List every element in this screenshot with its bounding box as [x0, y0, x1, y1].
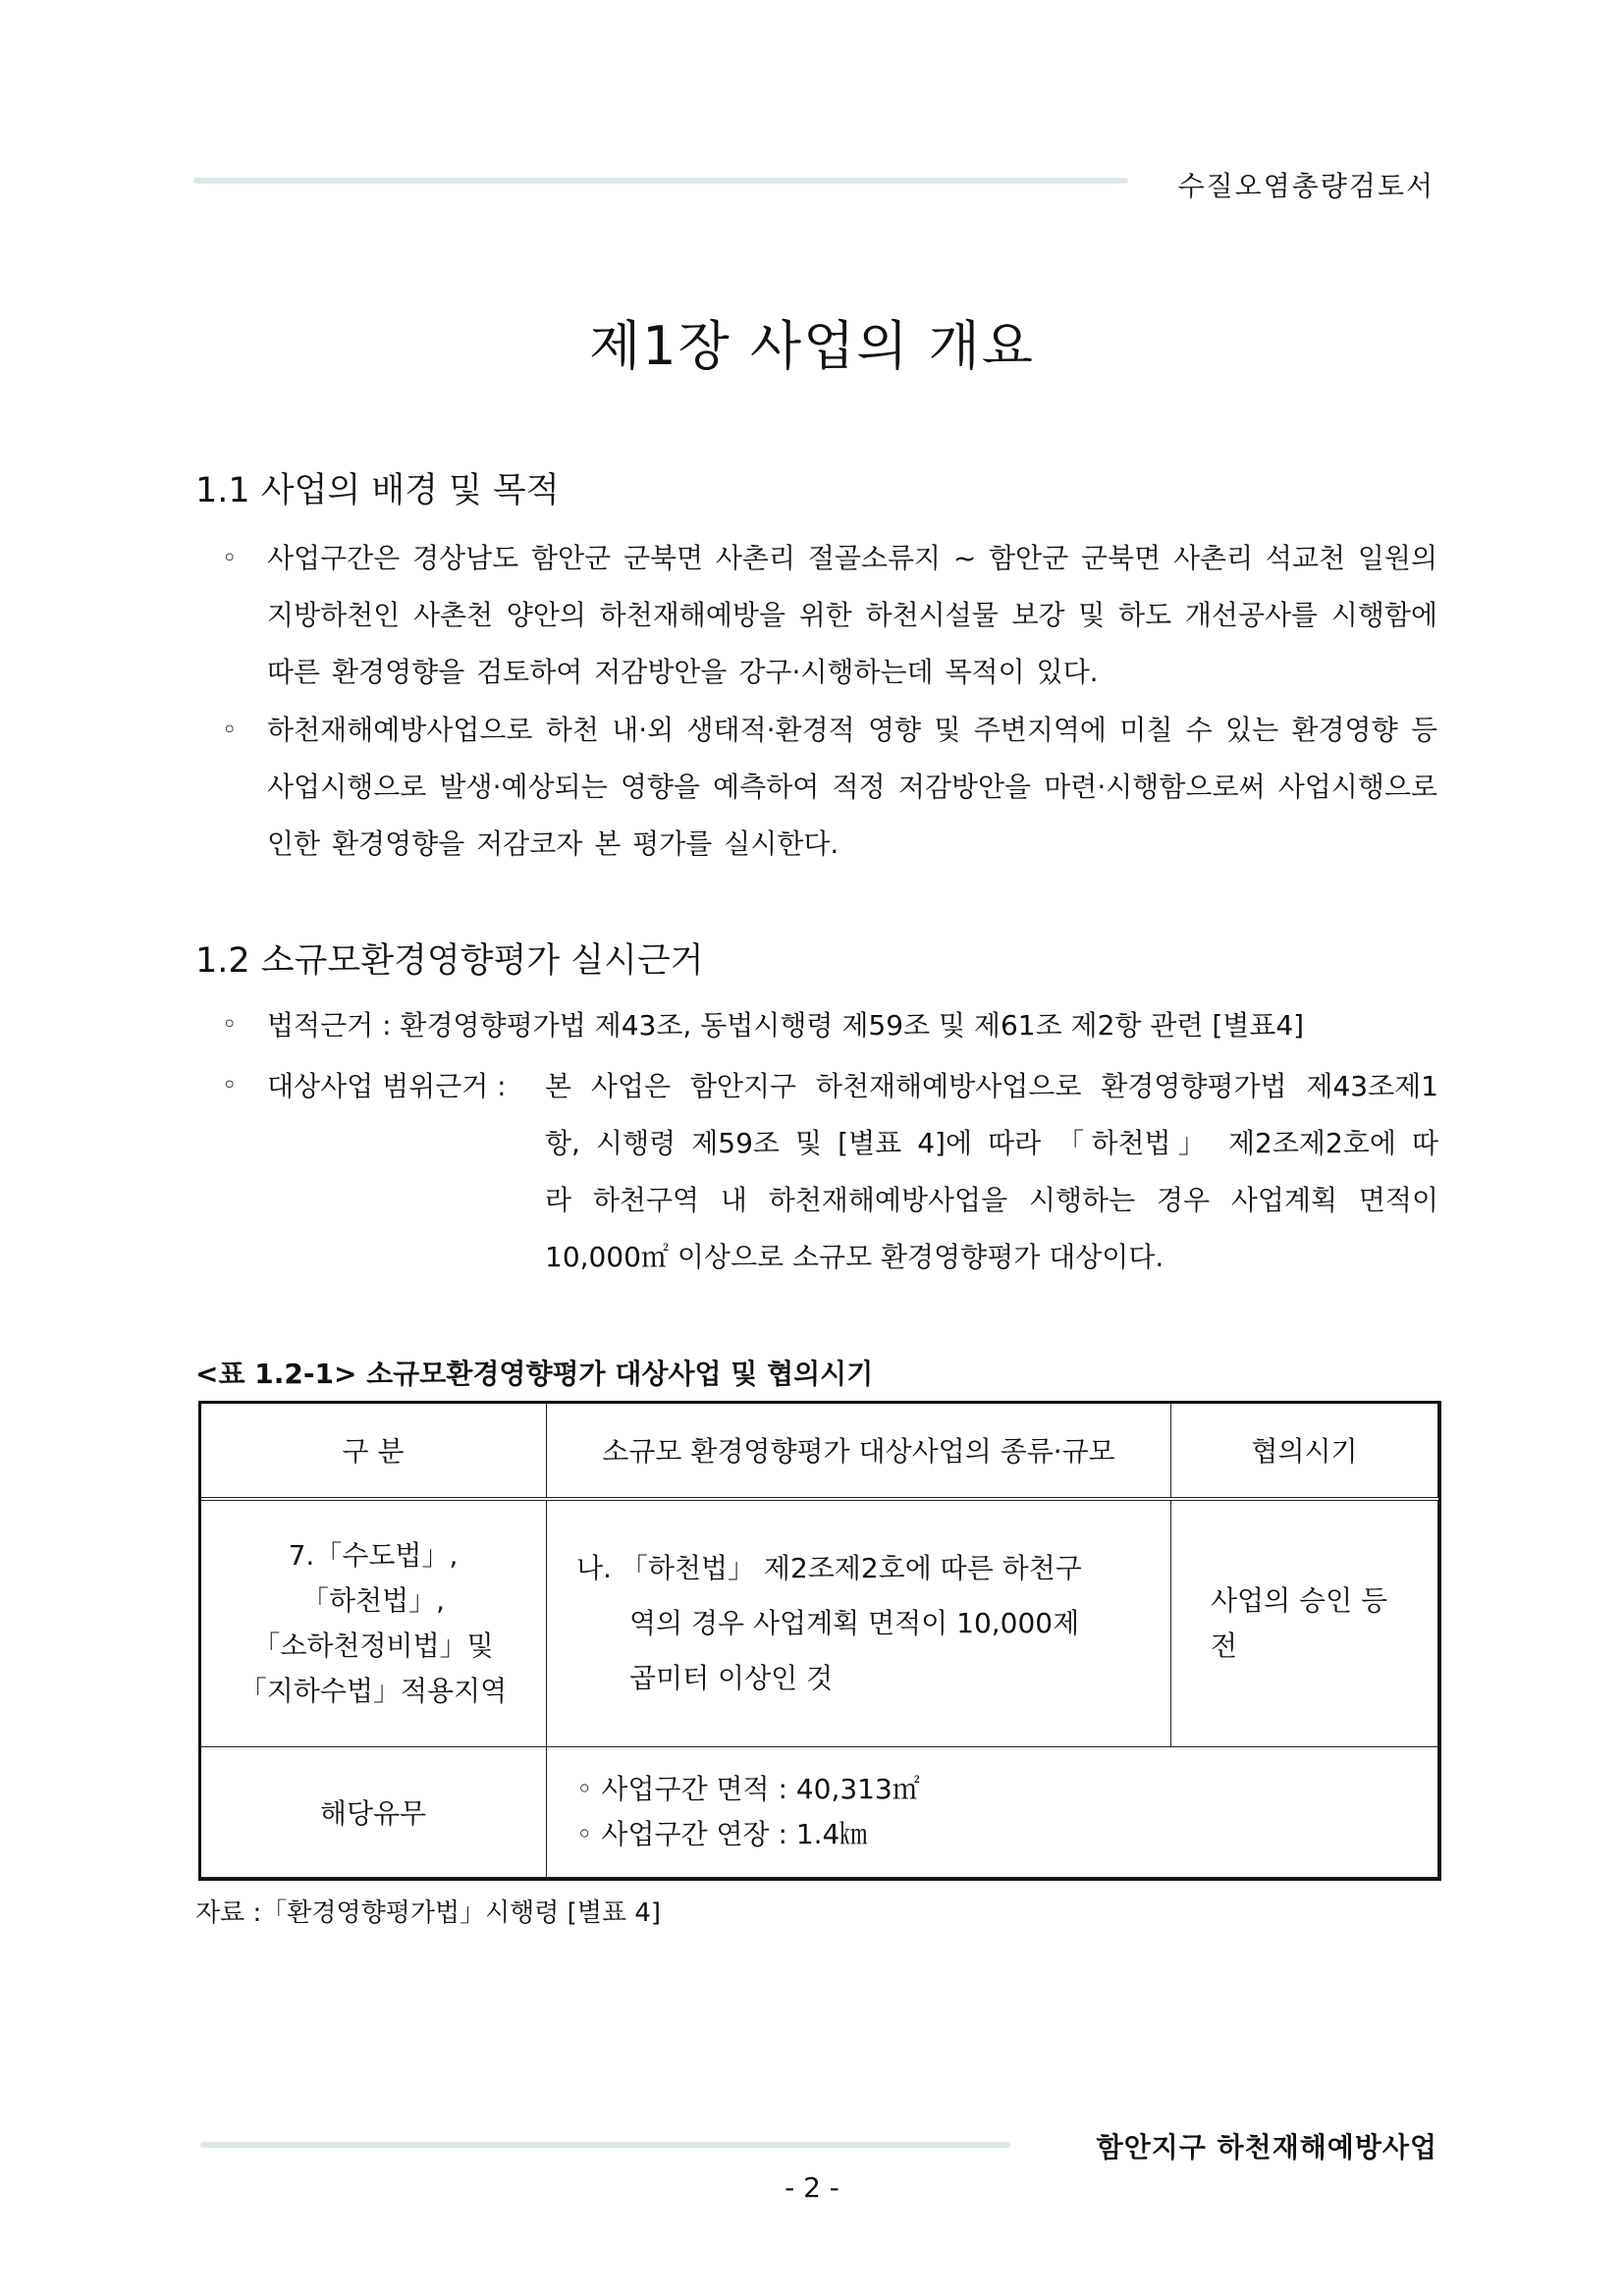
bullet-marker: ◦: [222, 1010, 238, 1040]
cell-line: ◦ 사업구간 면적 : 40,313㎡: [576, 1773, 920, 1805]
cell-line: 나. 「하천법」 제2조제2호에 따른 하천구: [576, 1552, 1082, 1584]
table-cell-project-extent: [547, 1747, 1438, 1878]
cell-line: 7.「수도법」,: [288, 1539, 459, 1572]
section-1-1-paragraph-1: 사업구간은 경상남도 함안군 군북면 사촌리 절골소류지 ~ 함안군 군북면 사촌리 석교천 일원의 지방하천인 사촌천 양안의 하천재해예방을 위한 하천시설물 보강 및 하도 개선공사를 시행함에 따른 환경영향을 검토하여 저감방안을 강구·시행하는데 목적이 있다.: [267, 542, 1437, 688]
scope-basis-line: 라 하천구역 내 하천재해예방사업을 시행하는 경우 사업계획 면적이: [545, 1184, 1438, 1216]
legal-basis: 법적근거 : 환경영향평가법 제43조, 동법시행령 제59조 및 제61조 제2항 관련 [별표4]: [267, 1009, 1305, 1041]
bullet-marker: ◦: [222, 544, 238, 573]
scope-basis-label: 대상사업 범위근거 :: [267, 1070, 507, 1102]
scope-basis-line: 본 사업은 함안지구 하천재해예방사업으로 환경영향평가법 제43조제1: [545, 1070, 1438, 1102]
table-cell-applicable-law: [200, 1499, 547, 1747]
table-row: [200, 1747, 1438, 1878]
bullet-marker: ◦: [222, 1071, 238, 1100]
table-caption: <표 1.2-1> 소규모환경영향평가 대상사업 및 협의시기: [195, 1358, 874, 1390]
cell-line: 「하천법」,: [300, 1584, 446, 1617]
table-row: [200, 1499, 1438, 1747]
table-source: 자료 :「환경영향평가법」시행령 [별표 4]: [195, 1898, 662, 1928]
table-cell-consultation-timing: [1171, 1499, 1438, 1747]
section-1-1-paragraph-2: 하천재해예방사업으로 하천 내·외 생태적·환경적 영향 및 주변지역에 미칠 수 있는 환경영향 등 사업시행으로 발생·예상되는 영향을 예측하여 적정 저감방안을 마련·시행함으로써 사업시행으로 인한 환경영향을 저감코자 본 평가를 실시한다.: [267, 714, 1437, 860]
page-number: - 2 -: [785, 2171, 839, 2204]
scope-basis-line: 항, 시행령 제59조 및 [별표 4]에 따라 「하천법」 제2조제2호에 따: [545, 1127, 1438, 1159]
cell-line: 「소하천정비법」및: [252, 1629, 494, 1662]
assessment-table: [199, 1402, 1438, 1878]
table-cell-applicability: 해당유무: [200, 1747, 547, 1878]
chapter-title: 제1장 사업의 개요: [589, 315, 1035, 377]
cell-line: 전: [1211, 1629, 1238, 1662]
section-1-2-title: 1.2 소규모환경영향평가 실시근거: [195, 941, 704, 981]
table-header-cell: 협의시기: [1171, 1403, 1438, 1500]
header-title: 수질오염총량검토서: [1177, 170, 1435, 202]
table-header-cell: 구 분: [200, 1403, 547, 1500]
scope-basis-line: 10,000㎡ 이상으로 소규모 환경영향평가 대상이다.: [545, 1241, 1164, 1273]
cell-line: 사업의 승인 등: [1211, 1584, 1388, 1617]
bullet-marker: ◦: [222, 716, 238, 745]
cell-line: 곱미터 이상인 것: [629, 1662, 834, 1694]
cell-line: 「지하수법」적용지역: [239, 1675, 508, 1707]
header-rule: [193, 178, 1128, 184]
section-1-1-title: 1.1 사업의 배경 및 목적: [195, 471, 560, 510]
footer-rule: [200, 2142, 1010, 2148]
table-cell-project-type: [547, 1499, 1171, 1747]
cell-line: 역의 경우 사업계획 면적이 10,000제: [629, 1607, 1080, 1639]
table-header-row: [200, 1403, 1438, 1500]
footer-title: 함안지구 하천재해예방사업: [1096, 2131, 1437, 2163]
cell-line: ◦ 사업구간 연장 : 1.4㎞: [576, 1818, 868, 1850]
table-header-cell: 소규모 환경영향평가 대상사업의 종류·규모: [547, 1403, 1171, 1500]
